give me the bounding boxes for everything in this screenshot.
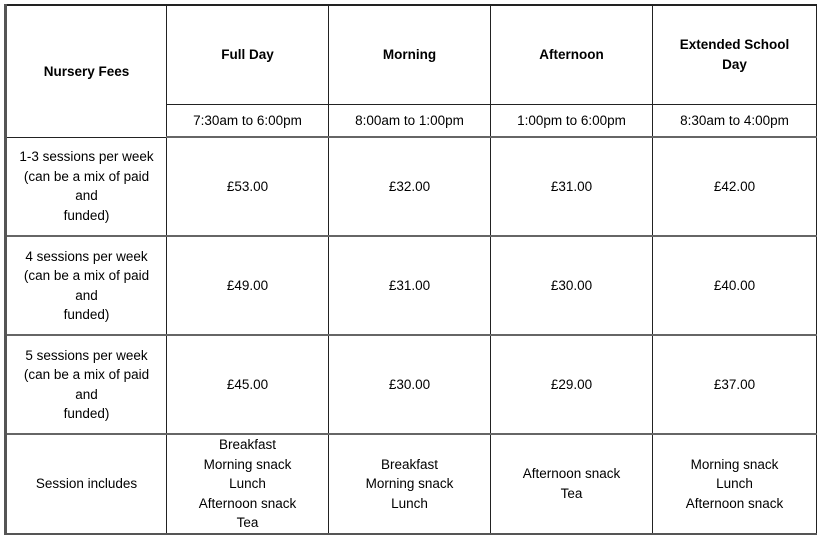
row-label-line: funded) <box>63 207 110 223</box>
include-item: Morning snack <box>365 476 454 491</box>
includes-extended <box>653 434 817 534</box>
include-item: Afternoon snack <box>522 466 621 482</box>
includes-row <box>6 434 817 534</box>
include-item: Breakfast <box>218 437 277 452</box>
include-item: Tea <box>560 485 583 501</box>
column-header-extended-line2: Day <box>722 56 747 72</box>
hours-morning: 8:00am to 1:00pm <box>329 104 491 137</box>
row-label <box>6 335 167 434</box>
include-item: Lunch <box>391 495 428 511</box>
column-header-extended <box>653 5 817 104</box>
price-cell: £30.00 <box>329 335 491 434</box>
price-cell: £31.00 <box>329 236 491 335</box>
row-label-line: (can be a mix of paid and <box>23 168 150 204</box>
price-cell: £37.00 <box>653 335 817 434</box>
price-cell: £32.00 <box>329 137 491 236</box>
includes-afternoon <box>491 434 653 534</box>
includes-label: Session includes <box>6 434 167 534</box>
price-cell: £30.00 <box>491 236 653 335</box>
table-row <box>6 335 817 434</box>
row-label-line: 4 sessions per week <box>25 248 148 264</box>
price-cell: £53.00 <box>167 137 329 236</box>
price-cell: £40.00 <box>653 236 817 335</box>
include-item: Lunch <box>716 476 753 491</box>
header-row <box>6 5 817 104</box>
include-item: Morning snack <box>203 456 292 472</box>
includes-morning <box>329 434 491 534</box>
include-item: Afternoon snack <box>198 495 297 511</box>
price-cell: £29.00 <box>491 335 653 434</box>
price-cell: £42.00 <box>653 137 817 236</box>
hours-extended: 8:30am to 4:00pm <box>653 104 817 137</box>
row-label-line: (can be a mix of paid and <box>23 367 150 402</box>
price-cell: £49.00 <box>167 236 329 335</box>
nursery-fees-table <box>4 4 817 535</box>
column-header-afternoon: Afternoon <box>491 5 653 104</box>
row-label-line: 5 sessions per week <box>25 347 148 363</box>
column-header-full-day: Full Day <box>167 5 329 104</box>
include-item: Tea <box>236 515 259 530</box>
column-header-morning: Morning <box>329 5 491 104</box>
includes-full-day <box>167 434 329 534</box>
include-item: Morning snack <box>690 456 779 472</box>
table-row <box>6 137 817 236</box>
row-label-line: 1-3 sessions per week <box>19 149 154 165</box>
column-header-extended-line1: Extended School <box>679 37 790 53</box>
corner-header: Nursery Fees <box>6 5 167 137</box>
table-row <box>6 236 817 335</box>
row-label-line: funded) <box>63 307 110 322</box>
price-cell: £31.00 <box>491 137 653 236</box>
row-label-line: funded) <box>63 406 110 421</box>
include-item: Afternoon snack <box>685 495 784 511</box>
row-label-line: (can be a mix of paid and <box>23 268 150 303</box>
row-label <box>6 236 167 335</box>
include-item: Breakfast <box>380 456 439 472</box>
hours-afternoon: 1:00pm to 6:00pm <box>491 104 653 137</box>
hours-full-day: 7:30am to 6:00pm <box>167 104 329 137</box>
price-cell: £45.00 <box>167 335 329 434</box>
include-item: Lunch <box>229 476 266 491</box>
row-label <box>6 137 167 236</box>
